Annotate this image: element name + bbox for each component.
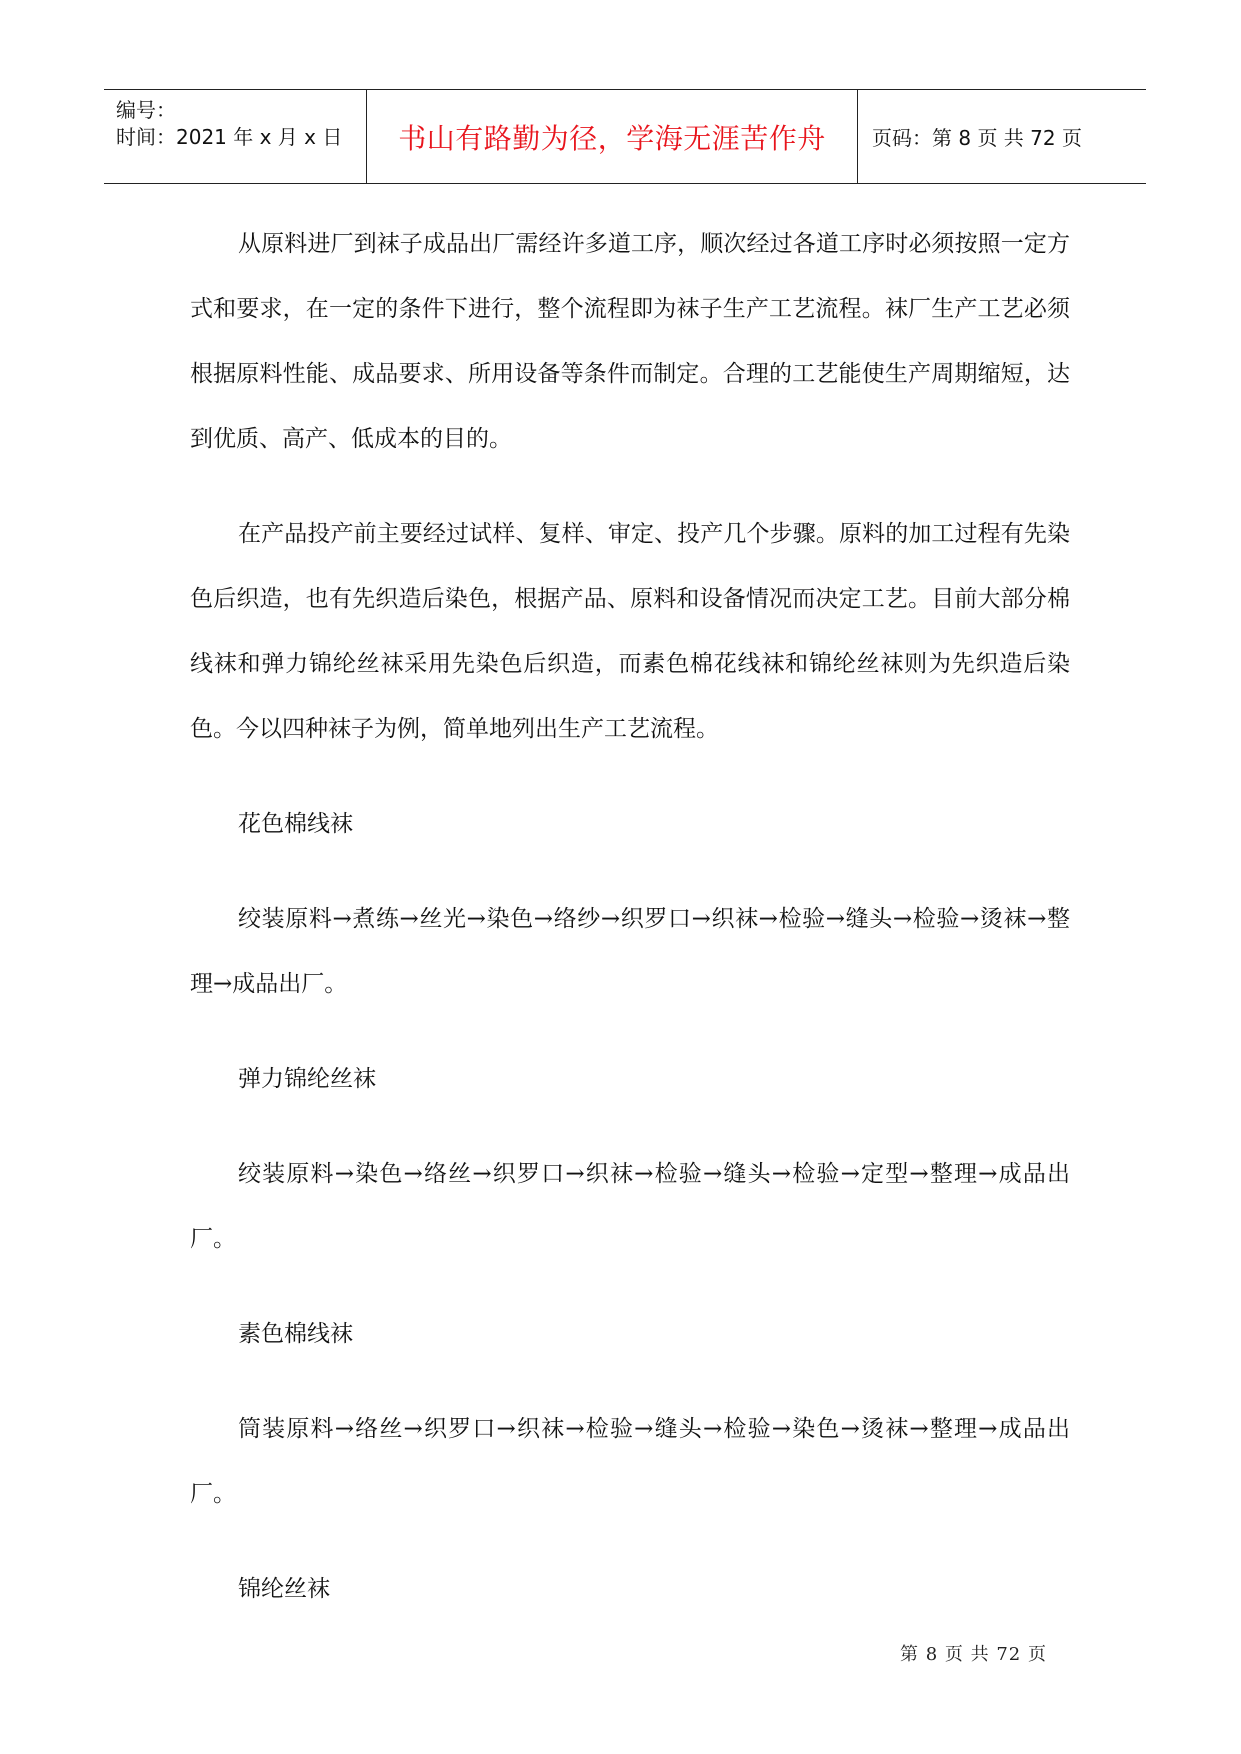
document-time-label: 时间：2021 年 x 月 x 日 <box>116 125 343 149</box>
header-meta-cell <box>104 90 367 183</box>
document-body <box>190 212 1070 1622</box>
section-heading-nylon-socks: 锦纶丝袜 <box>238 1576 330 1602</box>
section-heading-patterned-cotton-socks: 花色棉线袜 <box>238 811 353 837</box>
page-footer: 第 8 页 共 72 页 <box>900 1644 1047 1665</box>
paragraph-intro: 从原料进厂到袜子成品出厂需经许多道工序，顺次经过各道工序时必须按照一定方式和要求，在一定的条件下进行，整个流程即为袜子生产工艺流程。袜厂生产工艺必须根据原料性能、成品要求、所用设备等条件而制定。合理的工艺能使生产周期缩短，达到优质、高产、低成本的目的。 <box>190 231 1070 452</box>
document-header <box>104 89 1146 184</box>
section-heading-elastic-nylon-socks: 弹力锦纶丝袜 <box>238 1066 376 1092</box>
document-number-label: 编号： <box>116 98 176 122</box>
process-flow-patterned-cotton-socks: 绞装原料→煮练→丝光→染色→络纱→织罗口→织袜→检验→缝头→检验→烫袜→整理→成品出厂。 <box>190 906 1070 997</box>
process-flow-plain-cotton-socks: 筒装原料→络丝→织罗口→织袜→检验→缝头→检验→染色→烫袜→整理→成品出厂。 <box>190 1416 1070 1507</box>
paragraph-process-overview: 在产品投产前主要经过试样、复样、审定、投产几个步骤。原料的加工过程有先染色后织造，也有先织造后染色，根据产品、原料和设备情况而决定工艺。目前大部分棉线袜和弹力锦纶丝袜采用先染色后织造，而素色棉花线袜和锦纶丝袜则为先织造后染色。今以四种袜子为例，简单地列出生产工艺流程。 <box>190 521 1070 742</box>
header-page-info: 页码：第 8 页 共 72 页 <box>872 126 1082 150</box>
header-page-cell <box>858 90 1146 183</box>
process-flow-elastic-nylon-socks: 绞装原料→染色→络丝→织罗口→织袜→检验→缝头→检验→定型→整理→成品出厂。 <box>190 1161 1070 1252</box>
section-heading-plain-cotton-socks: 素色棉线袜 <box>238 1321 353 1347</box>
header-motto: 书山有路勤为径，学海无涯苦作舟 <box>398 121 826 155</box>
header-motto-cell <box>367 90 858 183</box>
